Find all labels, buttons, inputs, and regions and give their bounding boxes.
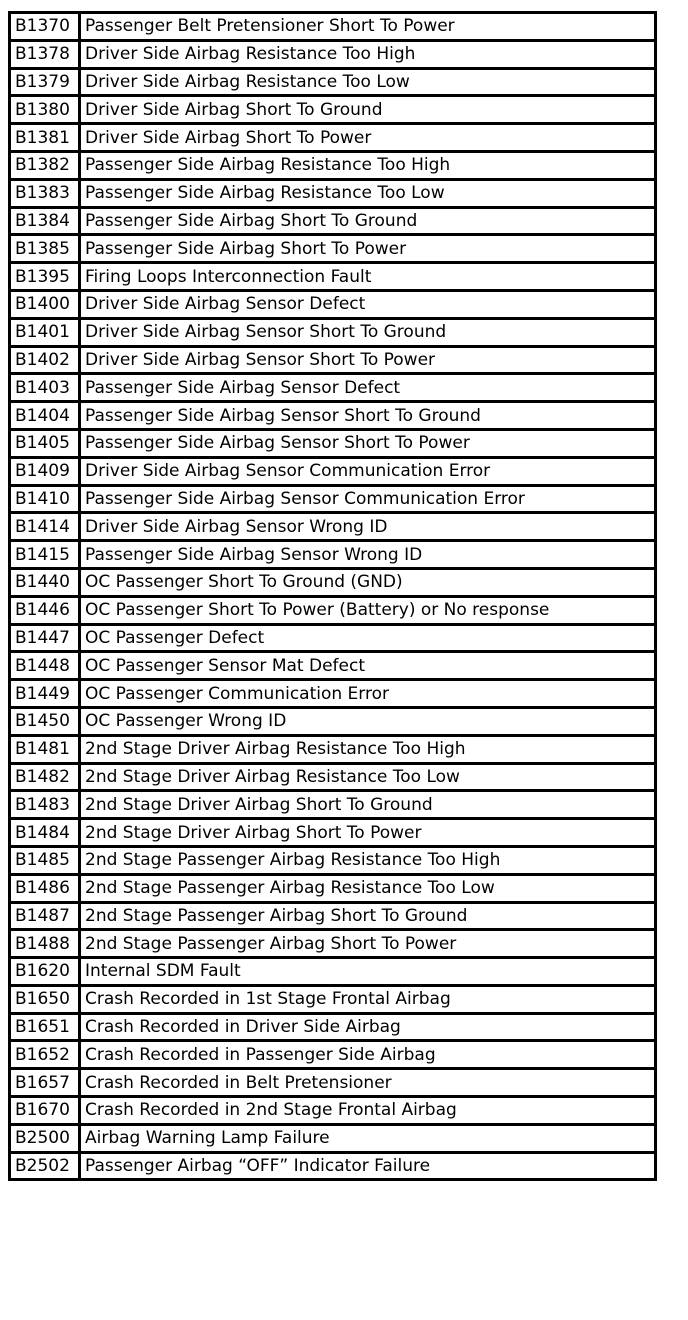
table-row: [10, 151, 656, 179]
table-row: [10, 96, 656, 124]
fault-code-cell: B1447: [10, 624, 80, 652]
fault-description-cell: OC Passenger Communication Error: [80, 680, 656, 708]
table-row: [10, 680, 656, 708]
fault-code-cell: B1379: [10, 68, 80, 96]
fault-code-cell: B1380: [10, 96, 80, 124]
fault-code-cell: B1403: [10, 374, 80, 402]
fault-description-cell: Passenger Side Airbag Short To Power: [80, 235, 656, 263]
fault-description-cell: 2nd Stage Passenger Airbag Resistance Too High: [80, 846, 656, 874]
fault-description-cell: Driver Side Airbag Resistance Too High: [80, 40, 656, 68]
fault-code-cell: B1415: [10, 541, 80, 569]
fault-code-cell: B1486: [10, 874, 80, 902]
fault-code-cell: B1405: [10, 429, 80, 457]
fault-description-cell: OC Passenger Sensor Mat Defect: [80, 652, 656, 680]
fault-description-cell: Crash Recorded in 2nd Stage Frontal Airbag: [80, 1097, 656, 1125]
fault-description-cell: Firing Loops Interconnection Fault: [80, 263, 656, 291]
fault-description-cell: 2nd Stage Passenger Airbag Short To Ground: [80, 902, 656, 930]
fault-description-cell: Driver Side Airbag Sensor Short To Ground: [80, 318, 656, 346]
table-row: [10, 874, 656, 902]
table-row: [10, 374, 656, 402]
fault-description-cell: OC Passenger Short To Ground (GND): [80, 568, 656, 596]
fault-description-cell: 2nd Stage Driver Airbag Short To Ground: [80, 791, 656, 819]
fault-description-cell: OC Passenger Short To Power (Battery) or No response: [80, 596, 656, 624]
fault-code-cell: B1651: [10, 1013, 80, 1041]
fault-description-cell: Driver Side Airbag Sensor Short To Power: [80, 346, 656, 374]
fault-description-cell: Passenger Belt Pretensioner Short To Power: [80, 13, 656, 41]
fault-description-cell: Driver Side Airbag Sensor Communication Error: [80, 457, 656, 485]
fault-code-cell: B1384: [10, 207, 80, 235]
fault-code-cell: B1410: [10, 485, 80, 513]
fault-description-cell: Driver Side Airbag Short To Power: [80, 124, 656, 152]
table-row: [10, 263, 656, 291]
table-row: [10, 346, 656, 374]
fault-description-cell: Driver Side Airbag Short To Ground: [80, 96, 656, 124]
fault-code-cell: B1487: [10, 902, 80, 930]
fault-code-cell: B1381: [10, 124, 80, 152]
fault-code-cell: B1446: [10, 596, 80, 624]
table-row: [10, 40, 656, 68]
table-row: [10, 930, 656, 958]
fault-description-cell: OC Passenger Defect: [80, 624, 656, 652]
table-row: [10, 429, 656, 457]
fault-code-cell: B1481: [10, 735, 80, 763]
fault-description-cell: Passenger Side Airbag Sensor Communication Error: [80, 485, 656, 513]
fault-description-cell: Passenger Airbag “OFF” Indicator Failure: [80, 1152, 656, 1180]
table-row: [10, 68, 656, 96]
fault-code-cell: B1414: [10, 513, 80, 541]
table-row: [10, 1013, 656, 1041]
table-row: [10, 902, 656, 930]
fault-code-cell: B2502: [10, 1152, 80, 1180]
fault-description-cell: 2nd Stage Passenger Airbag Short To Power: [80, 930, 656, 958]
table-row: [10, 763, 656, 791]
fault-description-cell: Crash Recorded in Belt Pretensioner: [80, 1069, 656, 1097]
fault-code-cell: B1652: [10, 1041, 80, 1069]
table-row: [10, 318, 656, 346]
fault-code-cell: B1450: [10, 707, 80, 735]
fault-code-cell: B1440: [10, 568, 80, 596]
fault-code-cell: B1650: [10, 985, 80, 1013]
table-row: [10, 485, 656, 513]
table-row: [10, 958, 656, 986]
table-row: [10, 207, 656, 235]
fault-code-cell: B1620: [10, 958, 80, 986]
fault-code-table: [8, 11, 657, 1181]
fault-code-cell: B2500: [10, 1124, 80, 1152]
table-row: [10, 1152, 656, 1180]
table-row: [10, 235, 656, 263]
fault-description-cell: Driver Side Airbag Sensor Defect: [80, 290, 656, 318]
fault-code-cell: B1657: [10, 1069, 80, 1097]
table-row: [10, 1124, 656, 1152]
fault-code-cell: B1400: [10, 290, 80, 318]
fault-description-cell: Passenger Side Airbag Resistance Too High: [80, 151, 656, 179]
fault-description-cell: Crash Recorded in Passenger Side Airbag: [80, 1041, 656, 1069]
table-row: [10, 846, 656, 874]
fault-code-cell: B1670: [10, 1097, 80, 1125]
fault-description-cell: Driver Side Airbag Sensor Wrong ID: [80, 513, 656, 541]
fault-code-table-body: [10, 13, 656, 1180]
table-row: [10, 568, 656, 596]
fault-description-cell: Passenger Side Airbag Sensor Short To Ground: [80, 402, 656, 430]
table-row: [10, 124, 656, 152]
fault-code-cell: B1409: [10, 457, 80, 485]
fault-description-cell: Internal SDM Fault: [80, 958, 656, 986]
fault-code-cell: B1383: [10, 179, 80, 207]
fault-description-cell: Airbag Warning Lamp Failure: [80, 1124, 656, 1152]
table-row: [10, 707, 656, 735]
fault-code-cell: B1482: [10, 763, 80, 791]
fault-description-cell: Passenger Side Airbag Short To Ground: [80, 207, 656, 235]
table-row: [10, 735, 656, 763]
fault-code-cell: B1402: [10, 346, 80, 374]
fault-code-cell: B1404: [10, 402, 80, 430]
fault-code-cell: B1378: [10, 40, 80, 68]
fault-description-cell: 2nd Stage Driver Airbag Resistance Too Low: [80, 763, 656, 791]
table-row: [10, 1069, 656, 1097]
fault-description-cell: 2nd Stage Passenger Airbag Resistance Too Low: [80, 874, 656, 902]
fault-code-cell: B1483: [10, 791, 80, 819]
table-row: [10, 624, 656, 652]
fault-code-cell: B1370: [10, 13, 80, 41]
fault-code-cell: B1401: [10, 318, 80, 346]
fault-description-cell: Crash Recorded in 1st Stage Frontal Airbag: [80, 985, 656, 1013]
fault-code-cell: B1395: [10, 263, 80, 291]
fault-description-cell: Crash Recorded in Driver Side Airbag: [80, 1013, 656, 1041]
fault-code-cell: B1484: [10, 819, 80, 847]
table-row: [10, 402, 656, 430]
fault-code-cell: B1448: [10, 652, 80, 680]
table-row: [10, 541, 656, 569]
fault-code-cell: B1488: [10, 930, 80, 958]
fault-description-cell: 2nd Stage Driver Airbag Short To Power: [80, 819, 656, 847]
table-row: [10, 596, 656, 624]
fault-description-cell: Passenger Side Airbag Sensor Wrong ID: [80, 541, 656, 569]
fault-description-cell: 2nd Stage Driver Airbag Resistance Too High: [80, 735, 656, 763]
table-row: [10, 179, 656, 207]
table-row: [10, 13, 656, 41]
table-row: [10, 819, 656, 847]
fault-description-cell: Passenger Side Airbag Sensor Short To Power: [80, 429, 656, 457]
fault-code-cell: B1485: [10, 846, 80, 874]
fault-description-cell: Driver Side Airbag Resistance Too Low: [80, 68, 656, 96]
table-row: [10, 791, 656, 819]
fault-code-cell: B1382: [10, 151, 80, 179]
fault-description-cell: OC Passenger Wrong ID: [80, 707, 656, 735]
fault-code-cell: B1449: [10, 680, 80, 708]
fault-code-cell: B1385: [10, 235, 80, 263]
fault-description-cell: Passenger Side Airbag Sensor Defect: [80, 374, 656, 402]
table-row: [10, 985, 656, 1013]
table-row: [10, 290, 656, 318]
table-row: [10, 652, 656, 680]
table-row: [10, 457, 656, 485]
fault-description-cell: Passenger Side Airbag Resistance Too Low: [80, 179, 656, 207]
table-row: [10, 1097, 656, 1125]
table-row: [10, 513, 656, 541]
table-row: [10, 1041, 656, 1069]
